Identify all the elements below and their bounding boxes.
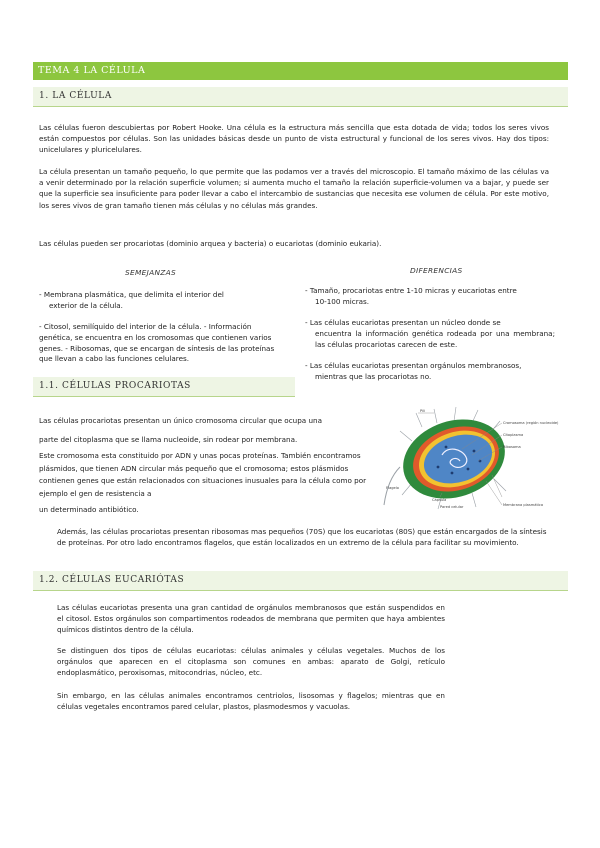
chapter-header [33,62,568,80]
section1-paragraph-2: La célula presentan un tamaño pequeño, lo que permite que las podamos ver a través del microscopio. El tamaño máximo de las células va a venir determinado por la relación superficie volumen; si aumenta mucho el tamaño la relación superficie-volumen va a bajar, y puede ser que la superficie sea insuficiente para poder llevar a cabo el intercambio de sustancias que necesita ese volumen de célula. Por este motivo, los seres vivos de gran tamaño tienen más células y no células más grandes. [39,167,549,210]
figure-label-flagellum: Flagelo [386,486,399,490]
section-header-1-2 [33,571,568,591]
chapter-title: TEMA 4 LA CÉLULA [38,65,146,76]
section-title-1-1: 1.1. CÉLULAS PROCARIOTAS [39,381,191,391]
figure-label-ribosome: Ribosoma [503,445,521,449]
section1-paragraph-3: Las células pueden ser procariotas (dominio arquea y bacteria) o eucariotas (dominio eukaria). [39,239,382,248]
section-header-1 [33,87,568,107]
figure-label-cell-wall: Pared celular [440,505,464,509]
section1-paragraph-1: Las células fueron descubiertas por Robert Hooke. Una célula es la estructura más sencilla que esta dotada de vida; todos los seres vivos están compuestos por células. Son las unidades básicas desde un punto de vista estructural y funcional de los seres vivos. Hay dos tipos: unicelulares y pluricelulares. [39,123,549,155]
section12-paragraph-1: Las células eucariotas presenta una gran cantidad de orgánulos membranosos que están suspendidos en el citosol. Estos orgánulos son compartimentos rodeados de membrana que permiten que haya ambientes químicos distintos dentro de la célula. [57,603,445,635]
figure-label-chromosome: Cromosoma (región nucleoide) [503,421,559,425]
section11-paragraph-3: Además, las células procariotas presentan ribosomas mas pequeños (70S) que los eucariotas (80S) que están encargados de la síntesis de proteínas. Por otro lado encontramos flagelos, que están localizados en un extremo de la célula para facilitar su movimiento. [57,527,547,548]
section11-line-2: parte del citoplasma que se llama nucleoide, sin rodear por membrana. [39,435,298,444]
prokaryotic-cell-figure [382,405,559,515]
section12-paragraph-3: Sin embargo, en las células animales encontramos centriolos, lisosomas y flagelos; mientras que en células vegetales encontramos pared celular, plastos, plasmodesmos y vacuolas. [57,691,445,712]
section-title-1: 1. LA CÉLULA [39,91,112,101]
section11-line-1: Las células procariotas presentan un único cromosoma circular que ocupa una [39,416,322,425]
figure-label-pili: Pili [420,409,426,413]
differences-title: DIFERENCIAS [410,266,463,275]
section11-paragraph-2b: un determinado antibiótico. [39,505,139,514]
figure-label-membrane: Membrana plasmática [503,503,544,507]
similarities-title: SEMEJANZAS [125,268,176,277]
section-header-1-1 [33,377,295,397]
difference-item: - Las células eucariotas presentan orgánulos membranosos, mientras que las procariotas no. [305,361,522,381]
figure-label-capsule: Cápsula [432,498,447,502]
section11-paragraph-2: Este cromosoma esta constituido por ADN y unas pocas proteínas. También encontramos plásmidos, que tienen ADN circular más pequeño que el cromosoma; estos plásmidos contienen genes que están relacionados con situaciones inusuales para la célula como por ejemplo el gen de resistencia a [39,451,367,498]
figure-label-cytoplasm: Citoplasma [503,433,524,437]
section12-paragraph-2: Se distinguen dos tipos de células eucariotas: células animales y células vegetales. Muchos de los orgánulos que aparecen en el citoplasma son comunes en ambas: aparato de Golgi, retículo endoplasmático, peroxisomas, mitocondrias, núcleo, etc. [57,646,445,678]
section-title-1-2: 1.2. CÉLULAS EUCARIÓTAS [39,575,185,585]
difference-item: - Tamaño, procariotas entre 1-10 micras y eucariotas entre 10-100 micras. [305,286,517,306]
similarity-item: - Citosol, semilíquido del interior de la célula. - Información genética, se encuentra en los cromosomas que contienen varios genes. - Ribosomas, que se encargan de síntesis de las proteínas que llevan a cabo las funciones celulares. [39,322,275,364]
difference-item: - Las células eucariotas presentan un núcleo donde se encuentra la información genética rodeada por una membrana; las células procariotas carecen de este. [305,318,555,349]
similarity-item: - Membrana plasmática, que delimita el interior del exterior de la célula. [39,290,224,310]
